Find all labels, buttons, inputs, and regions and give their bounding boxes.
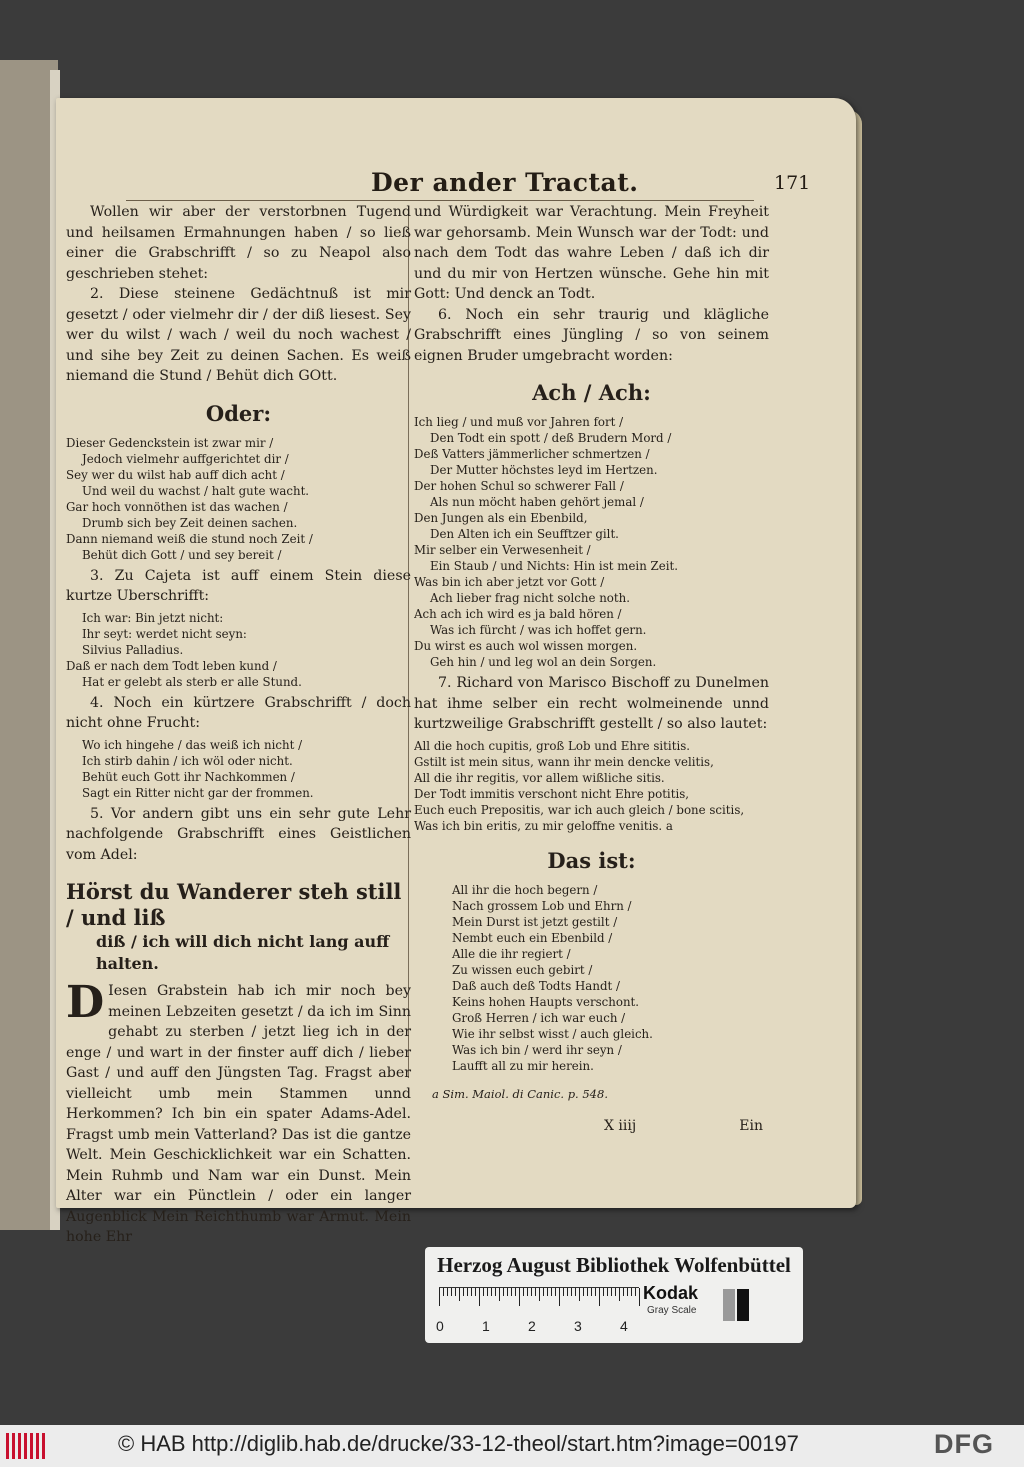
ruler-tick [527,1288,528,1296]
ruler-tick [599,1288,600,1306]
footnote: a Sim. Maiol. di Canic. p. 548. [432,1086,608,1101]
ach-heading: Ach / Ach: [532,380,651,405]
ruler-tick [627,1288,628,1296]
poem-cajeta [66,610,411,690]
epitaph-body [66,977,411,1248]
ruler-tick [511,1288,512,1296]
grayscale-label: Gray Scale [647,1305,697,1316]
ruler-tick [503,1288,504,1296]
ruler-tick [567,1288,568,1296]
paragraph-4: 4. Noch ein kürtzere Grabschrifft / doch nicht ohne Frucht: [66,694,411,731]
ruler-label: 1 [482,1318,490,1334]
ruler-tick [499,1288,500,1301]
poem-line: Gstilt ist mein situs, wann ihr mein dencke velitis, [414,754,714,769]
page-number: 171 [774,172,811,194]
ruler-tick [595,1288,596,1296]
poem-line: Dieser Gedenckstein ist zwar mir / [66,435,274,450]
poem-line: Den Alten ich ein Seufftzer gilt. [430,527,619,541]
ruler-tick [563,1288,564,1296]
copyright-link[interactable]: © HAB http://diglib.hab.de/drucke/33-12-theol/start.htm?image=00197 [118,1431,799,1456]
gray-swatch-dark [737,1289,749,1321]
ruler-scale [436,1287,639,1334]
poem-translation [414,882,769,1074]
poem-line: Was bin ich aber jetzt vor Gott / [414,575,605,589]
ruler-tick [571,1288,572,1296]
ruler-tick [587,1288,588,1296]
poem-line: Groß Herren / ich war euch / [452,1010,626,1025]
poem-line: Zu wissen euch gebirt / [452,962,593,977]
poem-line: Was ich fürcht / was ich hoffet gern. [430,623,647,637]
poem-line: Nach grossem Lob und Ehrn / [452,898,632,913]
ruler-tick [623,1288,624,1296]
ruler-label: 2 [528,1318,536,1334]
signature-mark: X iiij [604,1118,637,1134]
poem-line: Was ich bin / werd ihr seyn / [452,1042,622,1057]
poem-line: Ich war: Bin jetzt nicht: [82,610,224,625]
left-column [66,202,411,1248]
catchword: Ein [739,1118,763,1134]
drop-cap: D [66,977,105,1028]
poem-line: Sagt ein Ritter nicht gar der frommen. [82,785,314,800]
wanderer-subheading: diß / ich will dich nicht lang auff halten. [96,932,390,973]
poem-line: Keins hohen Haupts verschont. [452,994,640,1009]
ruler-tick [515,1288,516,1296]
ruler-tick [551,1288,552,1296]
ruler-tick [631,1288,632,1296]
library-name: Herzog August Bibliothek Wolfenbüttel [437,1253,791,1277]
dasist-heading: Das ist: [547,847,636,873]
ruler-label: 4 [620,1318,628,1334]
ruler-tick [607,1288,608,1296]
page-header [116,168,816,200]
footer-bar [0,1425,1024,1467]
paragraph-6: 6. Noch ein sehr traurig und klägliche Grabschrifft eines Jüngling / so von seinem eignen Bruder umgebracht worden: [414,306,769,364]
ruler-tick [559,1288,560,1306]
ruler-tick [523,1288,524,1296]
poem-line: Der Todt immitis verschont nicht Ehre potitis, [414,786,690,801]
ruler-tick [479,1288,480,1306]
poem-line: Wie ihr selbst wisst / auch gleich. [452,1026,653,1041]
poem-line: Jedoch vielmehr auffgerichtet dir / [82,451,289,466]
poem-line: Euch euch Prepositis, war ich auch gleich / bone scitis, [414,802,745,817]
header-rule [126,200,754,201]
poem-gedenckstein [66,435,411,563]
ruler-tick [439,1288,440,1306]
poem-line: Laufft all zu mir herein. [452,1058,594,1073]
ruler-tick [639,1288,640,1306]
poem-line: Mir selber ein Verwesenheit / [414,543,591,557]
poem-line: Silvius Palladius. [82,642,184,657]
ruler-tick [451,1288,452,1296]
ruler-tick [543,1288,544,1296]
running-title: Der ander Tractat. [371,168,639,197]
ruler-tick [635,1288,636,1296]
ruler-tick [539,1288,540,1301]
ruler-tick [547,1288,548,1296]
poem-line: Der Mutter höchstes leyd im Hertzen. [430,463,658,477]
paragraph-2: 2. Diese steinene Gedächtnuß ist mir gesetzt / oder vielmehr dir / der diß liesest. Sey wer du wilst / wach / weil du noch wachest / und sihe bey Zeit zu deinen Sachen. Es weiß niemand die Stund / Behüt dich GOtt. [66,286,411,384]
paragraph-7: 7. Richard von Marisco Bischoff zu Dunelmen hat ihme selber ein recht wolmeinende unnd kurtzweilige Grabschrifft gestellt / so also lautet: [414,675,769,732]
ruler-tick [619,1288,620,1301]
poem-line: Drumb sich bey Zeit deinen sachen. [82,515,298,530]
ruler-tick [483,1288,484,1296]
poem-line: Ach ach ich wird es ja bald hören / [414,607,622,621]
book-page [56,98,856,1245]
ruler-tick [535,1288,536,1296]
ruler-tick [459,1288,460,1301]
right-column [414,202,769,1142]
poem-line: Was ich bin eritis, zu mir geloffne venitis. a [414,818,673,833]
ruler-tick [463,1288,464,1296]
poem-line: Hat er gelebt als sterb er alle Stund. [82,674,302,689]
poem-line: All ihr die hoch begern / [452,882,598,897]
oder-heading: Oder: [205,400,272,426]
ruler-label: 0 [436,1318,444,1334]
intro-paragraph: Wollen wir aber der verstorbnen Tugend und heilsamen Ermahnungen haben / so ließ einer die Grabschrifft / so zu Neapol also geschrieben stehet: [66,204,411,282]
ruler-tick [443,1288,444,1296]
poem-kuertzere [66,737,411,801]
ruler-tick [467,1288,468,1296]
poem-line: Daß auch deß Todts Handt / [452,978,620,993]
poem-line: All die hoch cupitis, groß Lob und Ehre sititis. [414,738,691,753]
poem-line: Daß er nach dem Todt leben kund / [66,658,277,673]
paragraph-5: 5. Vor andern gibt uns ein sehr gute Lehr nachfolgende Grabschrifft eines Geistlichen vom Adel: [66,805,411,863]
ruler-tick [455,1288,456,1296]
ruler-tick [611,1288,612,1296]
epitaph-text: Iesen Grabstein hab ich mir noch bey meinen Lebzeiten gesetzt / da ich im Sinn gehabt zu sterben / jetzt lieg ich in der enge / und wart in der finster auff dich / lieber Gast / und auff den Jüngsten Tag. Fragst aber vielleicht umb mein Stammen unnd Herkommen? Ich bin ein spater Adams-Adel. Fragst umb mein Vatterland? Das ist die gantze Welt. Mein Geschicklichkeit war ein Schatten. Mein Ruhmb und Nam war ein Dunst. Mein Alter war ein Pünctlein / oder ein langer Augenblick Mein Reichthumb war Armut. Mein hohe Ehr [66,983,411,1245]
ruler-tick [531,1288,532,1296]
ruler-tick [591,1288,592,1296]
poem-line: Alle die ihr regiert / [452,946,571,961]
ruler-tick [495,1288,496,1296]
poem-line: Den Jungen als ein Ebenbild, [414,511,588,525]
poem-line: Als nun möcht haben gehört jemal / [430,495,644,509]
ruler-tick [491,1288,492,1296]
poem-line: Deß Vatters jämmerlicher schmertzen / [414,447,650,461]
ruler-tick [603,1288,604,1296]
gray-swatch-light [723,1289,735,1321]
ruler-tick [615,1288,616,1296]
poem-line: Nembt euch ein Ebenbild / [452,930,613,945]
ruler-tick [519,1288,520,1306]
poem-line: Ihr seyt: werdet nicht seyn: [82,626,247,641]
poem-line: Behüt euch Gott ihr Nachkommen / [82,769,295,784]
poem-line: Ich stirb dahin / ich wöl oder nicht. [82,753,293,768]
paragraph-3: 3. Zu Cajeta ist auff einem Stein diese kurtze Uberschrifft: [66,567,411,604]
poem-line: Dann niemand weiß die stund noch Zeit / [66,531,313,546]
ruler-tick [487,1288,488,1296]
poem-line: Ich lieg / und muß vor Jahren fort / [414,415,624,429]
ruler-label: 3 [574,1318,582,1334]
poem-latin [414,738,769,834]
poem-line: Behüt dich Gott / und sey bereit / [82,547,282,562]
wanderer-heading: Hörst du Wanderer steh still / und liß [66,879,402,930]
ruler-tick [575,1288,576,1296]
poem-line: Gar hoch vonnöthen ist das wachen / [66,499,288,514]
color-target-card [425,1247,803,1343]
poem-line: Ein Staub / und Nichts: Hin ist mein Zeit. [430,559,678,573]
kodak-label: Kodak [643,1283,699,1303]
ruler-tick [507,1288,508,1296]
ruler-tick [475,1288,476,1296]
ruler-tick [583,1288,584,1296]
poem-line: Mein Durst ist jetzt gestilt / [452,914,618,929]
poem-line: Du wirst es auch wol wissen morgen. [414,639,638,653]
poem-line: Der hohen Schul so schwerer Fall / [414,479,624,493]
poem-line: All die ihr regitis, vor allem wißliche sitis. [414,770,665,785]
hab-logo-icon [6,1433,50,1459]
poem-line: Ach lieber frag nicht solche noth. [430,591,630,605]
ruler-tick [579,1288,580,1301]
dfg-logo: DFG [934,1429,994,1459]
signature-row [414,1116,769,1142]
poem-line: Sey wer du wilst hab auff dich acht / [66,467,285,482]
poem-line: Wo ich hingehe / das weiß ich nicht / [82,737,303,752]
poem-line: Geh hin / und leg wol an dein Sorgen. [430,655,657,669]
ruler-tick [555,1288,556,1296]
ruler-tick [471,1288,472,1296]
poem-line: Den Todt ein spott / deß Brudern Mord / [430,431,672,445]
poem-line: Und weil du wachst / halt gute wacht. [82,483,310,498]
continuation-paragraph: und Würdigkeit war Verachtung. Mein Freyheit war gehorsamb. Mein Wunsch war der Todt: und nach dem Todt das wahre Leben / daß ich dir und du mir von Hertzen wünsche. Gehe hin mit Gott: Und denck an Todt. [414,204,769,302]
poem-juengling [414,414,769,670]
ruler-tick [447,1288,448,1296]
